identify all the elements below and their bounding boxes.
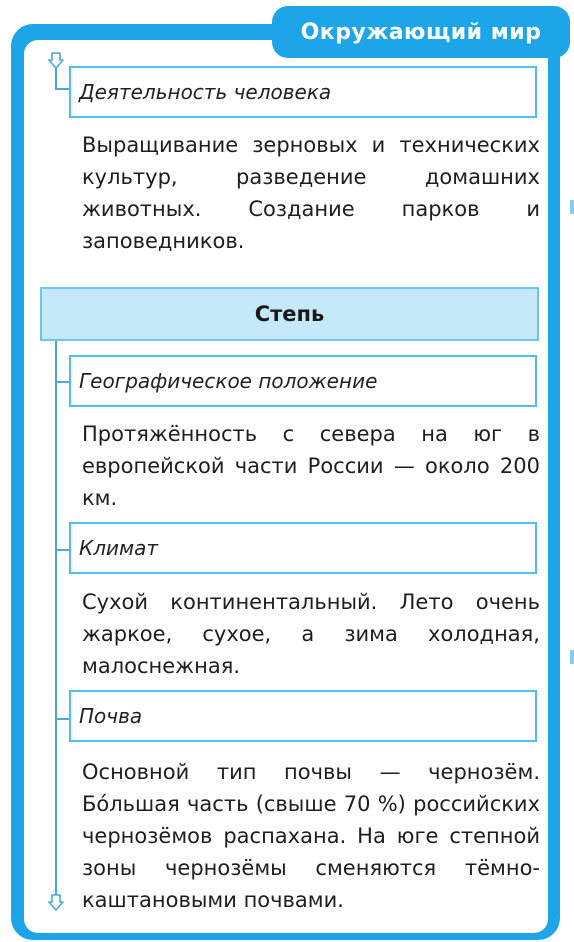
topic-header: Деятельность человека xyxy=(69,66,537,118)
subject-title: Окружающий мир xyxy=(300,19,542,45)
section-band xyxy=(40,287,539,341)
topic-text: Протяжённость с севера на юг в европейской части России — около 200 км. xyxy=(82,422,540,510)
subject-tab xyxy=(272,6,570,58)
connector-line xyxy=(55,88,69,90)
arrow-down-icon xyxy=(48,52,64,70)
topic-text: Сухой континентальный. Лето очень жаркое, сухое, а зима холодная, малоснежная. xyxy=(82,590,540,678)
topic-header: Климат xyxy=(69,522,537,574)
topic-text: Выращивание зерновых и технических культур, разведение домашних животных. Создание парков и заповедников. xyxy=(82,133,540,253)
topic-header: Географическое положение xyxy=(69,355,537,407)
connector-line xyxy=(55,549,69,551)
connector-line xyxy=(55,341,57,900)
section-title: Степь xyxy=(254,302,325,326)
connector-line xyxy=(55,381,69,383)
topic-text: Основной тип почвы — чернозём. Бóльшая часть (свыше 70 %) российских чернозёмов распахана. На юге степной зоны чернозёмы сменяются тёмно-каштановыми почвами. xyxy=(82,760,540,912)
arrow-down-icon xyxy=(48,894,64,912)
connector-line xyxy=(55,718,69,720)
topic-header: Почва xyxy=(69,690,537,742)
frame-tick xyxy=(570,200,574,214)
frame-tick xyxy=(570,650,574,664)
